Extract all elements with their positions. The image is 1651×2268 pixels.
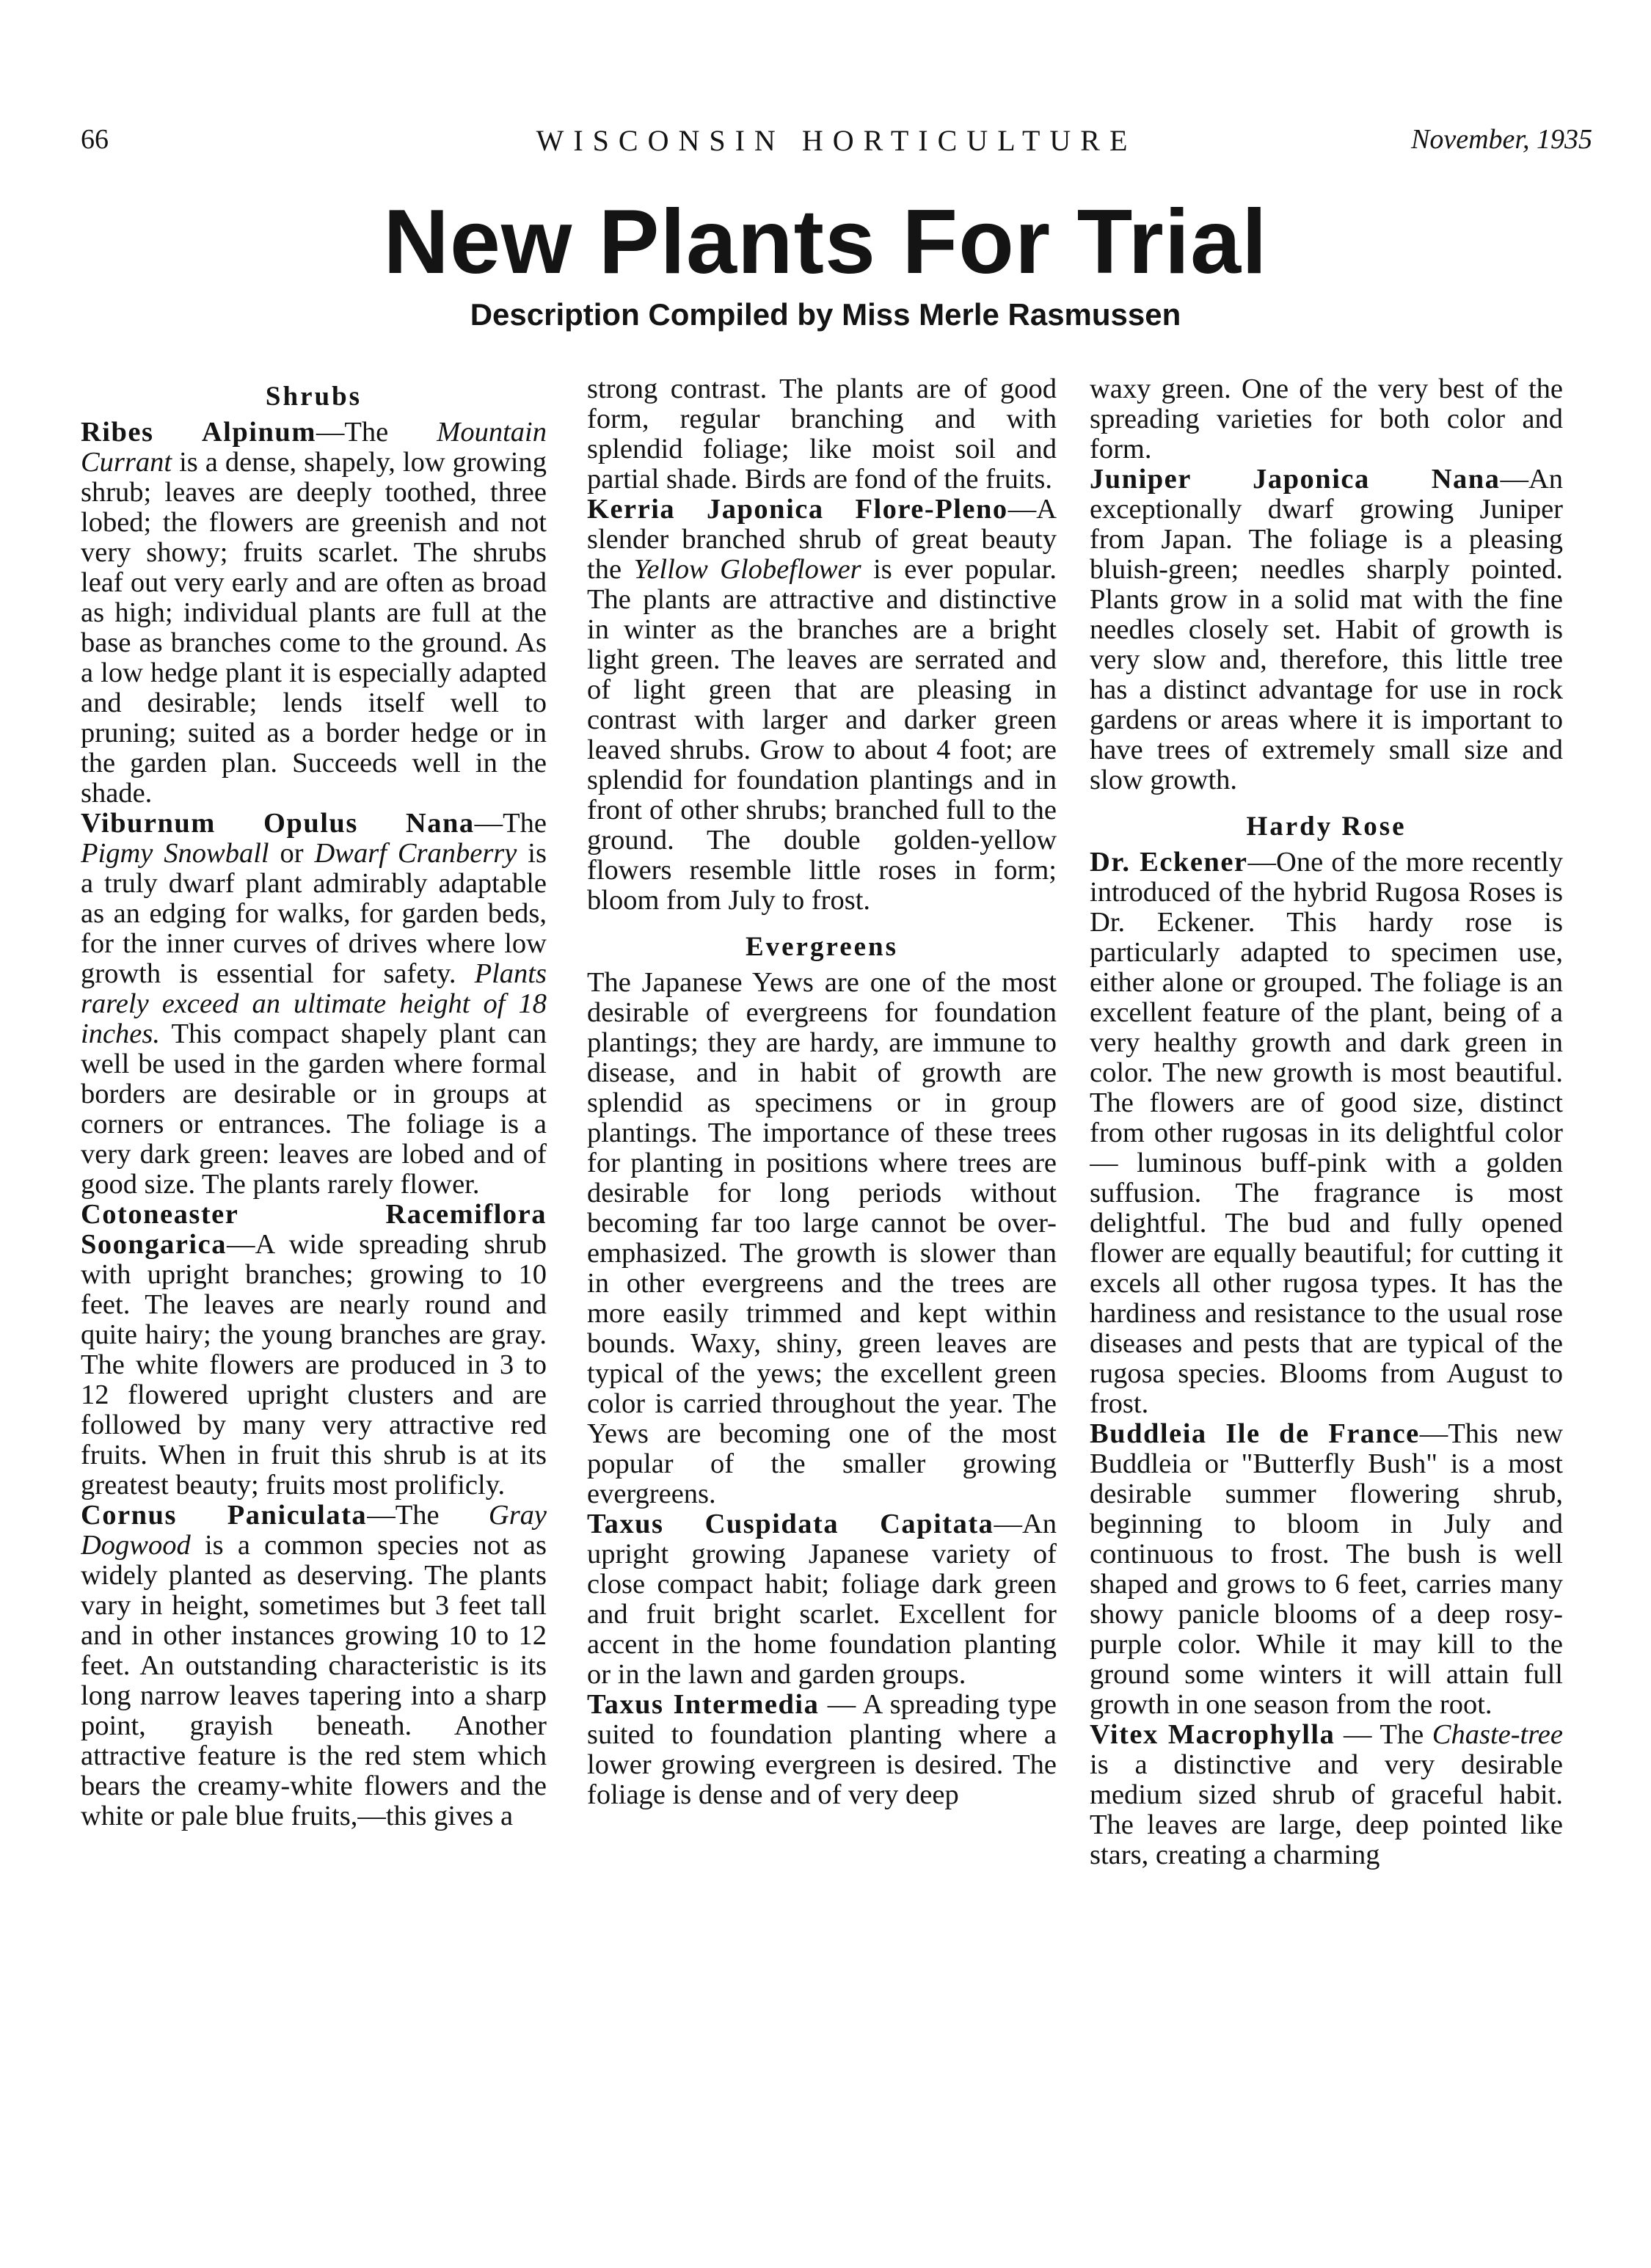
entry-cotoneaster [81,1200,547,1501]
plant-name: Vitex Macrophylla [1090,1719,1335,1750]
common-name: Chaste-tree [1432,1719,1563,1750]
entry-text: is a truly dwarf plant admirably adaptable as an edging for walks, for garden beds, for the inner curves of drives where low growth is essential for safety. [81,838,547,989]
article-byline: Description Compiled by Miss Merle Rasmussen [470,297,1181,332]
entry-text: is a distinctive and very desirable medium sized shrub of graceful habit. The leaves are large, deep pointed like stars, creating a charming [1090,1749,1563,1870]
journal-name: WISCONSIN HORTICULTURE [536,124,1137,157]
entry-kerria [587,495,1057,916]
entry-ribes [81,417,547,809]
plant-name: Cornus Paniculata [81,1500,368,1531]
entry-text: —This new Buddleia or "Butterfly Bush" is a most desirable summer flowering shrub, beginning to bloom in July and continuous to frost. The bush is well shaped and grows to 6 feet, carries many showy panicle blooms of a deep rosy-purple color. While it may kill to the ground some winters it will attain full growth in one season from the root. [1090,1418,1563,1720]
entry-viburnum [81,809,547,1200]
common-name: Gray Dogwood [81,1500,547,1561]
plant-name: Taxus Cuspidata Capitata [587,1509,994,1539]
entry-cornus [81,1501,547,1831]
entry-text: —A wide spreading shrub with upright branches; growing to 10 feet. The leaves are nearly round and quite hairy; the young branches are gray. The white flowers are produced in 3 to 12 flowered upright clusters and are followed by many very attractive red fruits. When in fruit this shrub is at its greatest beauty; fruits most prolificly. [81,1229,547,1501]
entry-vitex [1090,1720,1563,1870]
article-title: New Plants For Trial [383,192,1268,293]
entry-text: —One of the more recently introduced of the hybrid Rugosa Roses is Dr. Eckener. This hardy rose is particularly adapted to specimen use, either alone or grouped. The foliage is an excellent feature of the plant, being of a very healthy growth and dark green in color. The new growth is most beautiful. The flowers are of good size, distinct from other rugosas in its delightful color— luminous buff-pink with a golden suffusion. The fragrance is most delightful. The bud and fully opened flower are equally beautiful; for cutting it excels all other rugosa types. It has the hardiness and resistance to the usual rose diseases and pests that are typical of the rugosa species. Blooms from August to frost. [1090,847,1563,1419]
entry-text: or [269,838,315,869]
entry-taxus-continued: waxy green. One of the very best of the spreading varieties for both color and form. [1090,374,1563,464]
page-number: 66 [81,124,109,155]
section-heading-shrubs: Shrubs [265,382,362,412]
entry-yews-intro: The Japanese Yews are one of the most desirable of evergreens for foundation plantings; they are hardy, are immune to disease, and in habit of growth are splendid as specimens or in group plantings. The importance of these trees for planting in positions where trees are desirable for long periods without becoming far too large cannot be over-emphasized. The growth is slower than in other evergreens and the trees are more easily trimmed and kept within bounds. Waxy, shiny, green leaves are typical of the yews; the excellent green color is carried throughout the year. The Yews are becoming one of the most popular of the smaller growing evergreens. [587,967,1057,1509]
text-column-1 [81,374,547,2223]
common-name: Yellow Globeflower [633,554,861,585]
plant-name: Taxus Intermedia [587,1689,820,1720]
entry-text: This compact shapely plant can well be used in the garden where formal borders are desirable or in groups at corners or entrances. The foliage is a very dark green: leaves are lobed and of good size. The plants rarely flower. [81,1018,547,1200]
entry-eckener [1090,847,1563,1419]
entry-buddleia [1090,1419,1563,1720]
entry-taxus-capitata [587,1509,1057,1690]
common-name: Dwarf Cranberry [314,838,517,869]
plant-name: Kerria Japonica Flore-Pleno [587,494,1008,525]
entry-text: is ever popular. The plants are attractive and distinctive in winter as the branches are a bright light green. The leaves are serrated and of light green that are pleasing in contrast with larger and darker green leaved shrubs. Grow to about 4 foot; are splendid for foundation plantings and in front of other shrubs; branched full to the ground. The double golden-yellow flowers resemble little roses in form; bloom from July to frost. [587,554,1057,916]
plant-name: Juniper Japonica Nana [1090,464,1501,495]
issue-date: November, 1935 [1411,124,1592,155]
section-heading-hardy-rose: Hardy Rose [1246,812,1407,842]
entry-text: —A slender branched shrub of great beauty the [587,494,1057,585]
plant-name: Dr. Eckener [1090,847,1248,878]
entry-taxus-intermedia [587,1690,1057,1810]
entry-text: is a common species not as widely planted as deserving. The plants vary in height, sometimes but 3 feet tall and in other instances growing 10 to 12 feet. An outstanding characteristic is its long narrow leaves tapering into a sharp point, grayish beneath. Another attractive feature is the red stem which bears the creamy-white flowers and the white or pale blue fruits,—this gives a [81,1530,547,1831]
plant-name: Ribes Alpinum [81,417,316,448]
text-column-3 [1090,374,1563,2223]
plant-name: Cotoneaster Racemiflora Soongarica [81,1199,547,1260]
entry-juniper [1090,464,1563,795]
entry-text: — A spreading type suited to foundation planting where a lower growing evergreen is desired. The foliage is dense and of very deep [587,1689,1057,1810]
entry-text: is a dense, shapely, low growing shrub; leaves are deeply toothed, three lobed; the flowers are greenish and not very showy; fruits scarlet. The shrubs leaf out very early and are often as broad as high; individual plants are full at the base as branches come to the ground. As a low hedge plant it is especially adapted and desirable; lends itself well to pruning; suited as a border hedge or in the garden plan. Succeeds well in the shade. [81,447,547,809]
plant-name: Viburnum Opulus Nana [81,808,475,839]
running-header [81,123,1592,167]
plant-name: Buddleia Ile de France [1090,1418,1420,1449]
emphasis-text: Plants rarely exceed an ultimate height of 18 inches. [81,958,547,1049]
entry-text: —The [474,808,547,839]
common-name: Pigmy Snowball [81,838,269,869]
entry-text: —The [316,417,437,448]
entry-text: — The [1335,1719,1432,1750]
common-name: Mountain Currant [81,417,547,478]
entry-text: —The [367,1500,489,1531]
entry-cornus-continued: strong contrast. The plants are of good form, regular branching and with splendid foliage; like moist soil and partial shade. Birds are fond of the fruits. [587,374,1057,495]
section-heading-evergreens: Evergreens [745,932,899,962]
text-column-2 [587,374,1057,2223]
entry-text: —An exceptionally dwarf growing Juniper from Japan. The foliage is a pleasing bluish-green; needles sharply pointed. Plants grow in a solid mat with the fine needles closely set. Habit of growth is very slow and, therefore, this little tree has a distinct advantage for use in rock gardens or areas where it is important to have trees of extremely small size and slow growth. [1090,464,1563,795]
entry-text: —An upright growing Japanese variety of close compact habit; foliage dark green and fruit bright scarlet. Excellent for accent in the home foundation planting or in the lawn and garden groups. [587,1509,1057,1690]
